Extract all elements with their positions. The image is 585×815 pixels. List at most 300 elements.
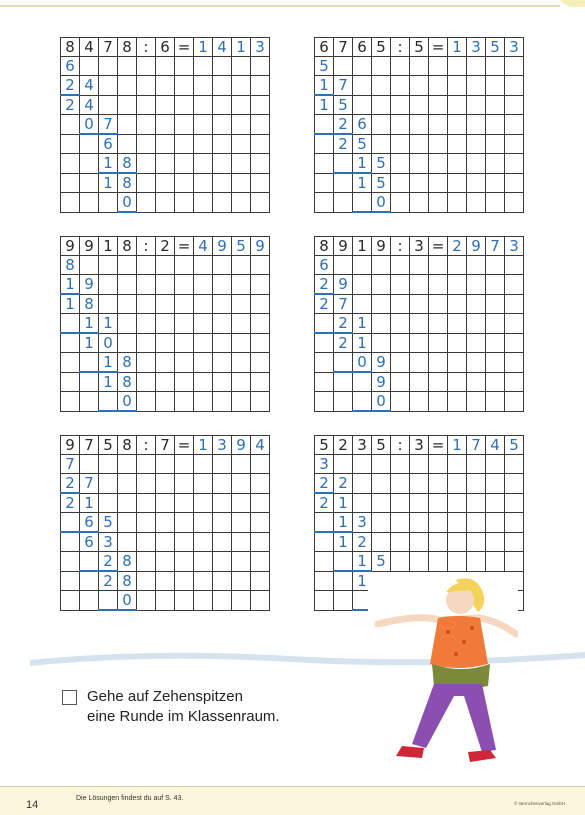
grid-cell (251, 513, 270, 533)
grid-cell (137, 115, 156, 135)
grid-cell: 4 (80, 95, 99, 115)
grid-cell (372, 493, 391, 513)
grid-cell (391, 154, 410, 174)
grid-cell (410, 193, 429, 213)
grid-cell (429, 76, 448, 96)
grid-cell (334, 173, 353, 193)
grid-cell: 5 (410, 38, 429, 57)
grid-cell (175, 552, 194, 572)
grid-cell (156, 591, 175, 611)
grid-cell: 7 (80, 436, 99, 455)
grid-cell (137, 353, 156, 373)
grid-cell: 2 (334, 436, 353, 455)
grid-cell (251, 591, 270, 611)
grid-cell (213, 353, 232, 373)
grid-row (315, 372, 524, 392)
grid-cell (118, 134, 137, 154)
grid-cell: 9 (372, 372, 391, 392)
grid-cell: 7 (99, 115, 118, 135)
grid-cell (251, 95, 270, 115)
grid-cell: 6 (315, 256, 334, 275)
grid-cell (61, 333, 80, 353)
grid-cell (251, 372, 270, 392)
grid-cell (410, 493, 429, 513)
grid-cell (137, 591, 156, 611)
grid-cell (315, 591, 334, 611)
grid-cell (118, 314, 137, 334)
grid-cell (334, 591, 353, 611)
grid-cell (251, 353, 270, 373)
grid-cell (194, 173, 213, 193)
grid-cell (194, 154, 213, 174)
grid-row (61, 237, 270, 256)
grid-cell (410, 256, 429, 275)
grid-row (61, 333, 270, 353)
grid-cell (137, 95, 156, 115)
grid-cell (99, 76, 118, 96)
grid-cell (505, 95, 524, 115)
grid-cell (251, 173, 270, 193)
grid-cell (372, 513, 391, 533)
grid-cell (232, 154, 251, 174)
grid-row (315, 134, 524, 154)
grid-cell (448, 57, 467, 76)
grid-row (315, 173, 524, 193)
grid-cell (175, 57, 194, 76)
grid-cell (61, 571, 80, 591)
grid-cell: 0 (118, 591, 137, 611)
solutions-hint: Die Lösungen findest du auf S. 43. (76, 795, 184, 802)
grid-cell (175, 455, 194, 474)
grid-cell (315, 115, 334, 135)
grid-cell (410, 154, 429, 174)
grid-cell: 6 (156, 38, 175, 57)
grid-cell (118, 474, 137, 494)
grid-cell (429, 314, 448, 334)
grid-cell (99, 256, 118, 275)
grid-cell (505, 314, 524, 334)
grid-cell (118, 57, 137, 76)
grid-cell: 3 (505, 38, 524, 57)
grid-cell: 2 (156, 237, 175, 256)
grid-cell (251, 474, 270, 494)
grid-cell (505, 392, 524, 412)
grid-cell (213, 513, 232, 533)
grid-cell (99, 474, 118, 494)
grid-cell: 5 (353, 134, 372, 154)
grid-cell (353, 372, 372, 392)
grid-cell (467, 493, 486, 513)
grid-row (315, 95, 524, 115)
grid-cell: 8 (118, 372, 137, 392)
grid-cell (156, 372, 175, 392)
grid-cell (486, 256, 505, 275)
grid-cell (448, 154, 467, 174)
grid-cell: : (391, 38, 410, 57)
grid-cell: = (175, 436, 194, 455)
grid-cell (213, 256, 232, 275)
grid-row (61, 474, 270, 494)
grid-cell (410, 294, 429, 314)
grid-cell (429, 455, 448, 474)
grid-cell: 2 (334, 474, 353, 494)
grid-cell (391, 134, 410, 154)
grid-cell (137, 57, 156, 76)
grid-cell (448, 76, 467, 96)
grid-cell: 8 (118, 436, 137, 455)
grid-cell (372, 333, 391, 353)
grid-cell (372, 532, 391, 552)
grid-cell (251, 256, 270, 275)
grid-cell (99, 392, 118, 412)
grid-cell (194, 552, 213, 572)
grid-cell (486, 372, 505, 392)
grid-cell: 1 (448, 436, 467, 455)
grid-row (315, 57, 524, 76)
grid-cell (315, 372, 334, 392)
grid-cell: 9 (213, 237, 232, 256)
task-checkbox[interactable] (62, 690, 77, 705)
grid-cell (175, 513, 194, 533)
grid-cell (429, 493, 448, 513)
page-number: 14 (26, 799, 39, 811)
grid-cell (505, 455, 524, 474)
grid-cell: 6 (80, 532, 99, 552)
grid-cell: 3 (99, 532, 118, 552)
grid-cell (232, 294, 251, 314)
grid-cell: 1 (353, 314, 372, 334)
grid-cell (448, 493, 467, 513)
grid-cell (353, 392, 372, 412)
grid-cell (251, 333, 270, 353)
grid-cell (156, 275, 175, 295)
grid-cell: 7 (80, 474, 99, 494)
grid-cell (410, 134, 429, 154)
grid-cell (194, 392, 213, 412)
division-grid-1 (60, 37, 270, 213)
grid-cell (391, 275, 410, 295)
grid-cell: 1 (353, 154, 372, 174)
grid-cell: 2 (99, 571, 118, 591)
grid-cell (175, 173, 194, 193)
grid-cell (505, 154, 524, 174)
grid-cell (429, 256, 448, 275)
grid-cell (137, 571, 156, 591)
grid-cell (467, 256, 486, 275)
grid-cell: 8 (61, 256, 80, 275)
grid-cell (232, 333, 251, 353)
grid-cell (213, 57, 232, 76)
grid-cell (391, 513, 410, 533)
grid-cell: 8 (61, 38, 80, 57)
grid-cell: 3 (315, 455, 334, 474)
grid-cell: 6 (315, 38, 334, 57)
grid-row (61, 134, 270, 154)
grid-cell (353, 493, 372, 513)
task-line-2: eine Runde im Klassenraum. (87, 708, 280, 725)
grid-cell (213, 115, 232, 135)
grid-cell (156, 474, 175, 494)
grid-row (61, 38, 270, 57)
grid-cell (486, 314, 505, 334)
grid-cell (99, 493, 118, 513)
grid-cell: 0 (353, 353, 372, 373)
grid-cell (467, 57, 486, 76)
grid-cell (156, 57, 175, 76)
grid-cell (448, 314, 467, 334)
grid-cell (251, 193, 270, 213)
grid-cell: 3 (353, 513, 372, 533)
grid-cell (505, 294, 524, 314)
grid-cell (175, 333, 194, 353)
grid-cell (99, 455, 118, 474)
grid-cell: 1 (194, 436, 213, 455)
grid-cell (137, 552, 156, 572)
grid-cell (334, 154, 353, 174)
grid-cell (429, 115, 448, 135)
grid-cell: 0 (372, 392, 391, 412)
grid-cell (213, 173, 232, 193)
grid-cell (80, 154, 99, 174)
grid-cell (156, 256, 175, 275)
grid-cell (118, 294, 137, 314)
grid-cell (194, 314, 213, 334)
grid-cell: 9 (467, 237, 486, 256)
grid-cell (213, 591, 232, 611)
grid-cell (505, 173, 524, 193)
grid-cell: 9 (232, 436, 251, 455)
grid-cell (429, 294, 448, 314)
grid-cell (232, 115, 251, 135)
grid-cell (505, 256, 524, 275)
grid-cell (213, 372, 232, 392)
grid-cell (232, 134, 251, 154)
grid-cell (118, 455, 137, 474)
grid-cell: 9 (372, 353, 391, 373)
grid-cell (175, 154, 194, 174)
grid-cell (213, 76, 232, 96)
grid-cell: 6 (61, 57, 80, 76)
grid-cell (334, 571, 353, 591)
grid-cell (137, 314, 156, 334)
grid-cell: 1 (353, 552, 372, 572)
grid-cell (505, 353, 524, 373)
grid-cell (232, 173, 251, 193)
grid-cell (232, 532, 251, 552)
grid-cell (315, 552, 334, 572)
grid-cell (80, 591, 99, 611)
grid-cell (505, 115, 524, 135)
grid-cell: = (429, 237, 448, 256)
grid-cell (213, 193, 232, 213)
grid-cell: 5 (372, 154, 391, 174)
grid-cell (137, 455, 156, 474)
grid-row (61, 115, 270, 135)
grid-cell: = (175, 38, 194, 57)
grid-row (315, 237, 524, 256)
grid-cell: 1 (315, 76, 334, 96)
grid-cell: 1 (99, 372, 118, 392)
grid-row (315, 275, 524, 295)
grid-cell: 1 (353, 571, 372, 591)
grid-cell: 1 (80, 493, 99, 513)
grid-cell (251, 154, 270, 174)
grid-cell (486, 76, 505, 96)
grid-cell: = (175, 237, 194, 256)
grid-cell (118, 256, 137, 275)
grid-cell (467, 154, 486, 174)
grid-cell (80, 173, 99, 193)
grid-cell (410, 173, 429, 193)
grid-row (61, 173, 270, 193)
grid-cell (194, 333, 213, 353)
grid-cell (505, 275, 524, 295)
grid-cell (194, 455, 213, 474)
grid-cell (353, 275, 372, 295)
grid-cell (391, 392, 410, 412)
grid-cell (372, 474, 391, 494)
grid-cell: 1 (232, 38, 251, 57)
grid-cell (175, 353, 194, 373)
grid-cell: 8 (118, 552, 137, 572)
grid-cell (213, 493, 232, 513)
grid-cell (175, 275, 194, 295)
grid-cell (213, 455, 232, 474)
grid-cell (251, 532, 270, 552)
grid-cell (194, 493, 213, 513)
grid-cell (80, 134, 99, 154)
grid-cell (486, 134, 505, 154)
grid-cell: 1 (315, 95, 334, 115)
grid-cell: 3 (410, 436, 429, 455)
grid-cell (429, 275, 448, 295)
grid-cell (156, 134, 175, 154)
grid-cell (410, 314, 429, 334)
grid-cell (410, 76, 429, 96)
grid-cell (232, 591, 251, 611)
grid-cell (118, 333, 137, 353)
grid-cell (175, 76, 194, 96)
grid-cell (80, 372, 99, 392)
grid-cell (156, 571, 175, 591)
grid-cell: 8 (118, 173, 137, 193)
grid-row (315, 353, 524, 373)
grid-cell (175, 193, 194, 213)
copyright: © sternchenverlag GmbH (514, 801, 565, 806)
grid-cell (194, 275, 213, 295)
grid-cell (213, 474, 232, 494)
grid-cell (175, 256, 194, 275)
grid-cell (448, 353, 467, 373)
grid-cell: 4 (486, 436, 505, 455)
grid-cell (232, 57, 251, 76)
grid-row (315, 474, 524, 494)
grid-cell: 1 (194, 38, 213, 57)
grid-cell (156, 95, 175, 115)
grid-cell (410, 532, 429, 552)
grid-cell (194, 57, 213, 76)
grid-cell (486, 474, 505, 494)
grid-cell: 5 (334, 95, 353, 115)
grid-cell: 7 (156, 436, 175, 455)
grid-cell (118, 532, 137, 552)
grid-cell (372, 115, 391, 135)
grid-cell (61, 115, 80, 135)
grid-cell: 5 (232, 237, 251, 256)
grid-cell (80, 552, 99, 572)
grid-row (61, 513, 270, 533)
grid-cell (391, 57, 410, 76)
grid-cell: 2 (61, 474, 80, 494)
grid-cell (448, 392, 467, 412)
grid-cell (334, 353, 353, 373)
grid-cell (448, 372, 467, 392)
grid-row (315, 38, 524, 57)
grid-cell (467, 392, 486, 412)
grid-cell (213, 95, 232, 115)
grid-cell: 9 (372, 237, 391, 256)
grid-cell (486, 353, 505, 373)
grid-cell (467, 513, 486, 533)
grid-cell (448, 95, 467, 115)
grid-cell (410, 353, 429, 373)
grid-cell (505, 532, 524, 552)
grid-cell (61, 353, 80, 373)
grid-row (315, 552, 524, 572)
grid-cell (410, 333, 429, 353)
grid-cell (194, 571, 213, 591)
grid-cell (334, 57, 353, 76)
grid-cell (429, 57, 448, 76)
grid-cell (80, 353, 99, 373)
grid-cell: 2 (99, 552, 118, 572)
grid-cell: 5 (505, 436, 524, 455)
grid-cell: 2 (315, 474, 334, 494)
grid-row (61, 95, 270, 115)
grid-cell (429, 392, 448, 412)
grid-cell: 8 (118, 571, 137, 591)
grid-cell: 7 (486, 237, 505, 256)
grid-cell: 9 (80, 275, 99, 295)
grid-cell: 2 (334, 314, 353, 334)
grid-cell (315, 134, 334, 154)
grid-cell: 0 (372, 193, 391, 213)
grid-cell (505, 333, 524, 353)
grid-cell (213, 275, 232, 295)
grid-cell: 1 (99, 237, 118, 256)
grid-cell (175, 294, 194, 314)
grid-cell (99, 57, 118, 76)
grid-cell (467, 333, 486, 353)
grid-cell (391, 193, 410, 213)
grid-row (61, 591, 270, 611)
page-footer (0, 786, 585, 815)
grid-row (61, 392, 270, 412)
grid-cell: 1 (80, 333, 99, 353)
grid-row (315, 436, 524, 455)
grid-cell (232, 392, 251, 412)
grid-row (61, 571, 270, 591)
grid-cell (137, 392, 156, 412)
grid-cell (467, 314, 486, 334)
grid-cell (156, 455, 175, 474)
grid-cell: 4 (251, 436, 270, 455)
grid-cell: 0 (80, 115, 99, 135)
division-grid-4 (314, 236, 524, 412)
grid-cell (251, 275, 270, 295)
grid-cell (448, 513, 467, 533)
grid-cell (334, 193, 353, 213)
